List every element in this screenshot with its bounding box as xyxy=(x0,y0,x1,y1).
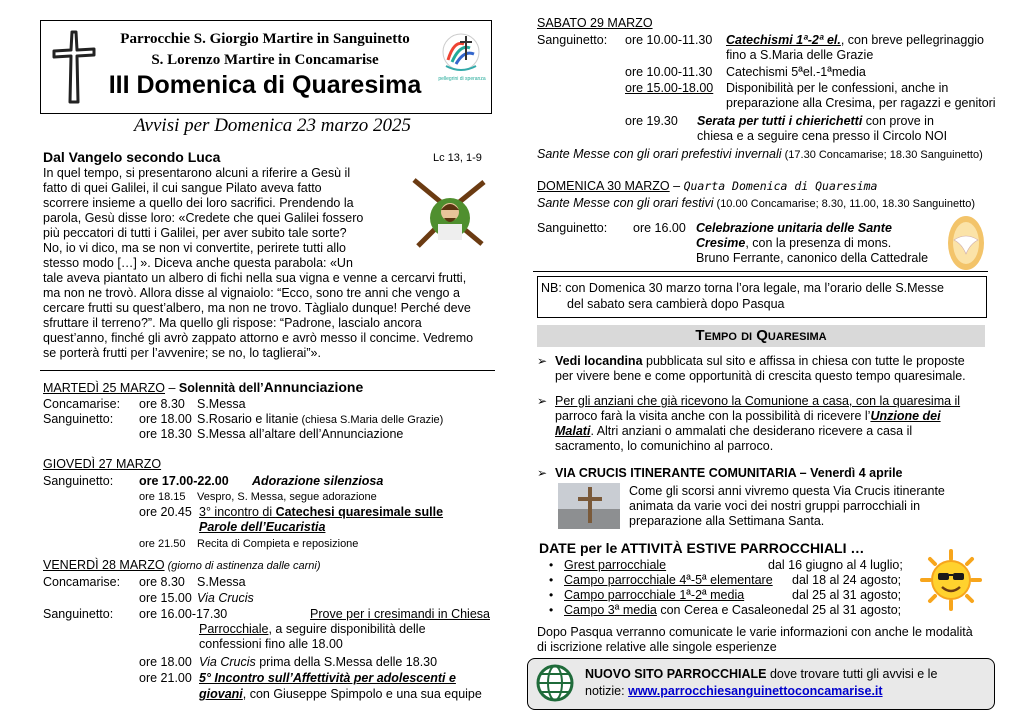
venerdi-heading: VENERDÌ 28 MARZO (giorno di astinenza dalle carni) xyxy=(43,558,321,572)
gospel-line: ma non ne trovò. Allora disse al vignaiolo: “Ecco, sono tre anni che vengo a xyxy=(43,286,460,300)
giovedi-heading: GIOVEDÌ 27 MARZO xyxy=(43,457,162,471)
jubilee-logo-icon xyxy=(438,30,484,80)
divider xyxy=(533,271,988,272)
page-title: III Domenica di Quaresima xyxy=(108,71,422,99)
sabato-heading: SABATO 29 MARZO xyxy=(537,16,653,30)
estive-item: Campo parrocchiale 4ª-5ª elementare xyxy=(564,573,773,587)
tempo-item-1: Vedi locandina pubblicata sul sito e affissa in chiesa con tutte le proposte xyxy=(555,354,965,368)
event-text: confessioni fino alle 18.00 xyxy=(199,637,343,651)
estive-item: Campo parrocchiale 1ª-2ª media xyxy=(564,588,745,602)
tempo-item-1-line2: per vivere bene e come opportunità di crescita questo tempo quaresimale. xyxy=(555,369,966,383)
gospel-line: se porterà frutti per l’avvenire; se no, lo taglierai”». xyxy=(43,346,321,360)
event-text: Parole dell’Eucaristia xyxy=(199,520,326,534)
holy-spirit-dove-icon xyxy=(946,214,986,272)
parish-name-2: S. Lorenzo Martire in Concamarise xyxy=(151,52,379,68)
logo-text: pellegrini di speranza xyxy=(438,76,486,82)
gospel-reference: Lc 13, 1-9 xyxy=(433,152,482,164)
time-label: ore 10.00-11.30 xyxy=(625,33,713,47)
bullet-dot-icon: • xyxy=(549,558,554,572)
time-label: ore 16.00-17.30 xyxy=(139,607,228,621)
bullet-dot-icon: • xyxy=(549,588,554,602)
event-text: Via Crucis prima della S.Messa delle 18.30 xyxy=(199,655,438,669)
event-text: Vespro, S. Messa, segue adorazione xyxy=(197,491,377,503)
event-text: Catechismi 5ªel.-1ªmedia xyxy=(726,65,866,79)
parish-name-1: Parrocchie S. Giorgio Martire in Sanguinetto xyxy=(120,31,410,47)
time-label: ore 21.50 xyxy=(139,538,186,550)
time-label: ore 17.00-22.00 xyxy=(139,474,229,488)
event-text: Serata per tutti i chierichetti con prove in xyxy=(697,114,934,128)
gospel-line: parola, Gesù disse loro: «Credete che quei Galilei fossero xyxy=(43,211,364,225)
place-label: Sanguinetto: xyxy=(537,33,608,47)
event-text: 3° incontro di Catechesi quaresimale sulle xyxy=(199,505,444,519)
gospel-line: sfruttare il terreno?”. Ma quello gli rispose: “Padrone, lascialo ancora xyxy=(43,316,422,330)
fig-tree-illustration-icon xyxy=(408,172,490,256)
via-crucis-heading: VIA CRUCIS ITINERANTE COMUNITARIA – Venerdì 4 aprile xyxy=(555,466,903,480)
event-text: chiesa e a seguire cena presso il Circolo NOI xyxy=(697,129,948,143)
globe-icon xyxy=(535,663,575,703)
domenica-messe: Sante Messe con gli orari festivi (10.00 Concamarise; 8.30, 11.00, 18.30 Sanguinetto) xyxy=(537,196,975,210)
gospel-text-bottom xyxy=(43,271,493,361)
event-text: fino a S.Maria delle Grazie xyxy=(726,48,874,62)
time-label: ore 15.00 xyxy=(139,591,192,605)
event-text: S.Messa all’altare dell’Annunciazione xyxy=(197,427,404,441)
bullet-dot-icon: • xyxy=(549,603,554,617)
gospel-line: cercare frutti su quest’albero, ma non ne trovo. Tàglialo dunque! Perché deve xyxy=(43,301,471,315)
estive-dates: dal 25 al 31 agosto; xyxy=(792,588,902,602)
place-label: Sanguinetto: xyxy=(43,412,114,426)
time-label: ore 18.00 xyxy=(139,655,192,669)
event-text: Via Crucis xyxy=(197,591,254,605)
tempo-item-2-line4: sacramento, lo comunichino al parroco. xyxy=(555,439,774,453)
time-label: ore 18.15 xyxy=(139,491,186,503)
website-text: NUOVO SITO PARROCCHIALE dove trovare tutti gli avvisi e le xyxy=(585,667,938,681)
place-label: Sanguinetto: xyxy=(537,221,608,235)
sabato-messe: Sante Messe con gli orari prefestivi invernali (17.30 Concamarise; 18.30 Sanguinetto) xyxy=(537,147,983,161)
estive-dates: dal 16 giugno al 4 luglio; xyxy=(768,558,903,572)
divider xyxy=(40,370,495,371)
estive-heading: DATE per le ATTIVITÀ ESTIVE PARROCCHIALI … xyxy=(539,540,865,556)
time-label: ore 8.30 xyxy=(139,575,185,589)
event-text: S.Messa xyxy=(197,575,246,589)
gospel-line: scorrere insieme a quello dei loro sacrifici. Prendendo la xyxy=(43,196,354,210)
time-label: ore 18.00 xyxy=(139,412,192,426)
via-crucis-photo-icon xyxy=(558,483,620,529)
event-text: S.Messa xyxy=(197,397,246,411)
event-text: preparazione alla Cresima, per ragazzi e genitori xyxy=(726,96,996,110)
event-text: Celebrazione unitaria delle Sante xyxy=(696,221,892,235)
event-text: Prove per i cresimandi in Chiesa xyxy=(310,607,490,621)
event-text: S.Rosario e litanie (chiesa S.Maria delle Grazie) xyxy=(197,412,444,426)
event-text: giovani, con Giuseppe Spimpolo e una sua equipe xyxy=(199,687,482,701)
place-label: Concamarise: xyxy=(43,397,121,411)
sun-sunglasses-icon xyxy=(918,548,984,612)
gospel-line: stesso modo […] ». Diceva anche questa parabola: «Un xyxy=(43,256,353,270)
arrow-bullet-icon: ➢ xyxy=(537,394,548,408)
gospel-line: No, io vi dico, ma se non vi convertite, perirete tutti allo xyxy=(43,241,346,255)
tempo-item-2-line3: Malati. Altri anziani o ammalati che desiderano ricevere a casa il xyxy=(555,424,913,438)
time-label: ore 8.30 xyxy=(139,397,185,411)
domenica-heading: DOMENICA 30 MARZO – Quarta Domenica di Quaresima xyxy=(537,179,878,193)
nb-text: NB: con Domenica 30 marzo torna l’ora legale, ma l’orario delle S.Messe xyxy=(541,281,944,295)
estive-item: Campo 3ª media con Cerea e Casaleone xyxy=(564,603,792,617)
cross-icon xyxy=(50,28,98,106)
event-text: Recita di Compieta e reposizione xyxy=(197,538,359,550)
gospel-line: quest’anno, finché gli avrò zappato attorno e avrò messo il concime. Vedremo xyxy=(43,331,474,345)
estive-note: di iscrizione relative alle singole esperienze xyxy=(537,640,777,654)
place-label: Sanguinetto: xyxy=(43,607,114,621)
website-text-line2: notizie: www.parrocchiesanguinettoconcamarise.it xyxy=(585,684,883,698)
gospel-line: più peccatori di tutti i Galilei, per aver subito tale sorte? xyxy=(43,226,347,240)
time-label: ore 10.00-11.30 xyxy=(625,65,713,79)
gospel-line: In quel tempo, si presentarono alcuni a riferire a Gesù il xyxy=(43,166,351,180)
via-crucis-text: animata da varie voci dei nostri gruppi parrocchiali in xyxy=(629,499,921,513)
time-label: ore 18.30 xyxy=(139,427,192,441)
estive-dates: dal 25 al 31 agosto; xyxy=(792,603,902,617)
tempo-item-2-line2: parroco farà la visita anche con la possibilità di ricevere l’Unzione dei xyxy=(555,409,941,423)
estive-dates: dal 18 al 24 agosto; xyxy=(792,573,902,587)
time-label: ore 16.00 xyxy=(633,221,686,235)
nb-text: del sabato sera cambierà dopo Pasqua xyxy=(567,297,785,311)
time-label: ore 19.30 xyxy=(625,114,678,128)
event-text: Cresime, con la presenza di mons. xyxy=(696,236,892,250)
via-crucis-text: preparazione alla Settimana Santa. xyxy=(629,514,825,528)
event-text: Catechismi 1ª-2ª el., con breve pellegrinaggio xyxy=(726,33,985,47)
time-label: ore 20.45 xyxy=(139,505,192,519)
event-text: Adorazione silenziosa xyxy=(252,474,384,488)
website-link[interactable]: www.parrocchiesanguinettoconcamarise.it xyxy=(628,684,883,698)
time-label: ore 15.00-18.00 xyxy=(625,81,714,95)
bullet-dot-icon: • xyxy=(549,573,554,587)
event-text: Bruno Ferrante, canonico della Cattedrale xyxy=(696,251,929,265)
time-label: ore 21.00 xyxy=(139,671,192,685)
estive-note: Dopo Pasqua verranno comunicate le varie informazioni con anche le modalità xyxy=(537,625,973,639)
gospel-heading: Dal Vangelo secondo Luca xyxy=(43,149,221,165)
avvisi-title: Avvisi per Domenica 23 marzo 2025 xyxy=(134,115,412,136)
martedi-heading: MARTEDÌ 25 MARZO – Solennità dell’Annunciazione xyxy=(43,379,364,395)
estive-item: Grest parrocchiale xyxy=(564,558,667,572)
arrow-bullet-icon: ➢ xyxy=(537,354,548,368)
gospel-line: tale aveva piantato un albero di fichi nella sua vigna e venne a cercarvi frutti, xyxy=(43,271,467,285)
arrow-bullet-icon: ➢ xyxy=(537,466,548,480)
event-text: 5° Incontro sull’Affettività per adolescenti e xyxy=(199,671,456,685)
place-label: Sanguinetto: xyxy=(43,474,114,488)
event-text: Disponibilità per le confessioni, anche in xyxy=(726,81,949,95)
place-label: Concamarise: xyxy=(43,575,121,589)
event-text: Parrocchiale, a seguire disponibilità delle xyxy=(199,622,426,636)
gospel-text-top xyxy=(43,166,405,271)
gospel-line: fatto di quei Galilei, il cui sangue Pilato aveva fatto xyxy=(43,181,322,195)
via-crucis-text: Come gli scorsi anni vivremo questa Via Crucis itinerante xyxy=(629,484,945,498)
section-title-quaresima: Tempo di Quaresima xyxy=(537,325,985,347)
tempo-item-2: Per gli anziani che già ricevono la Comunione a casa, con la quaresima il xyxy=(555,394,961,408)
